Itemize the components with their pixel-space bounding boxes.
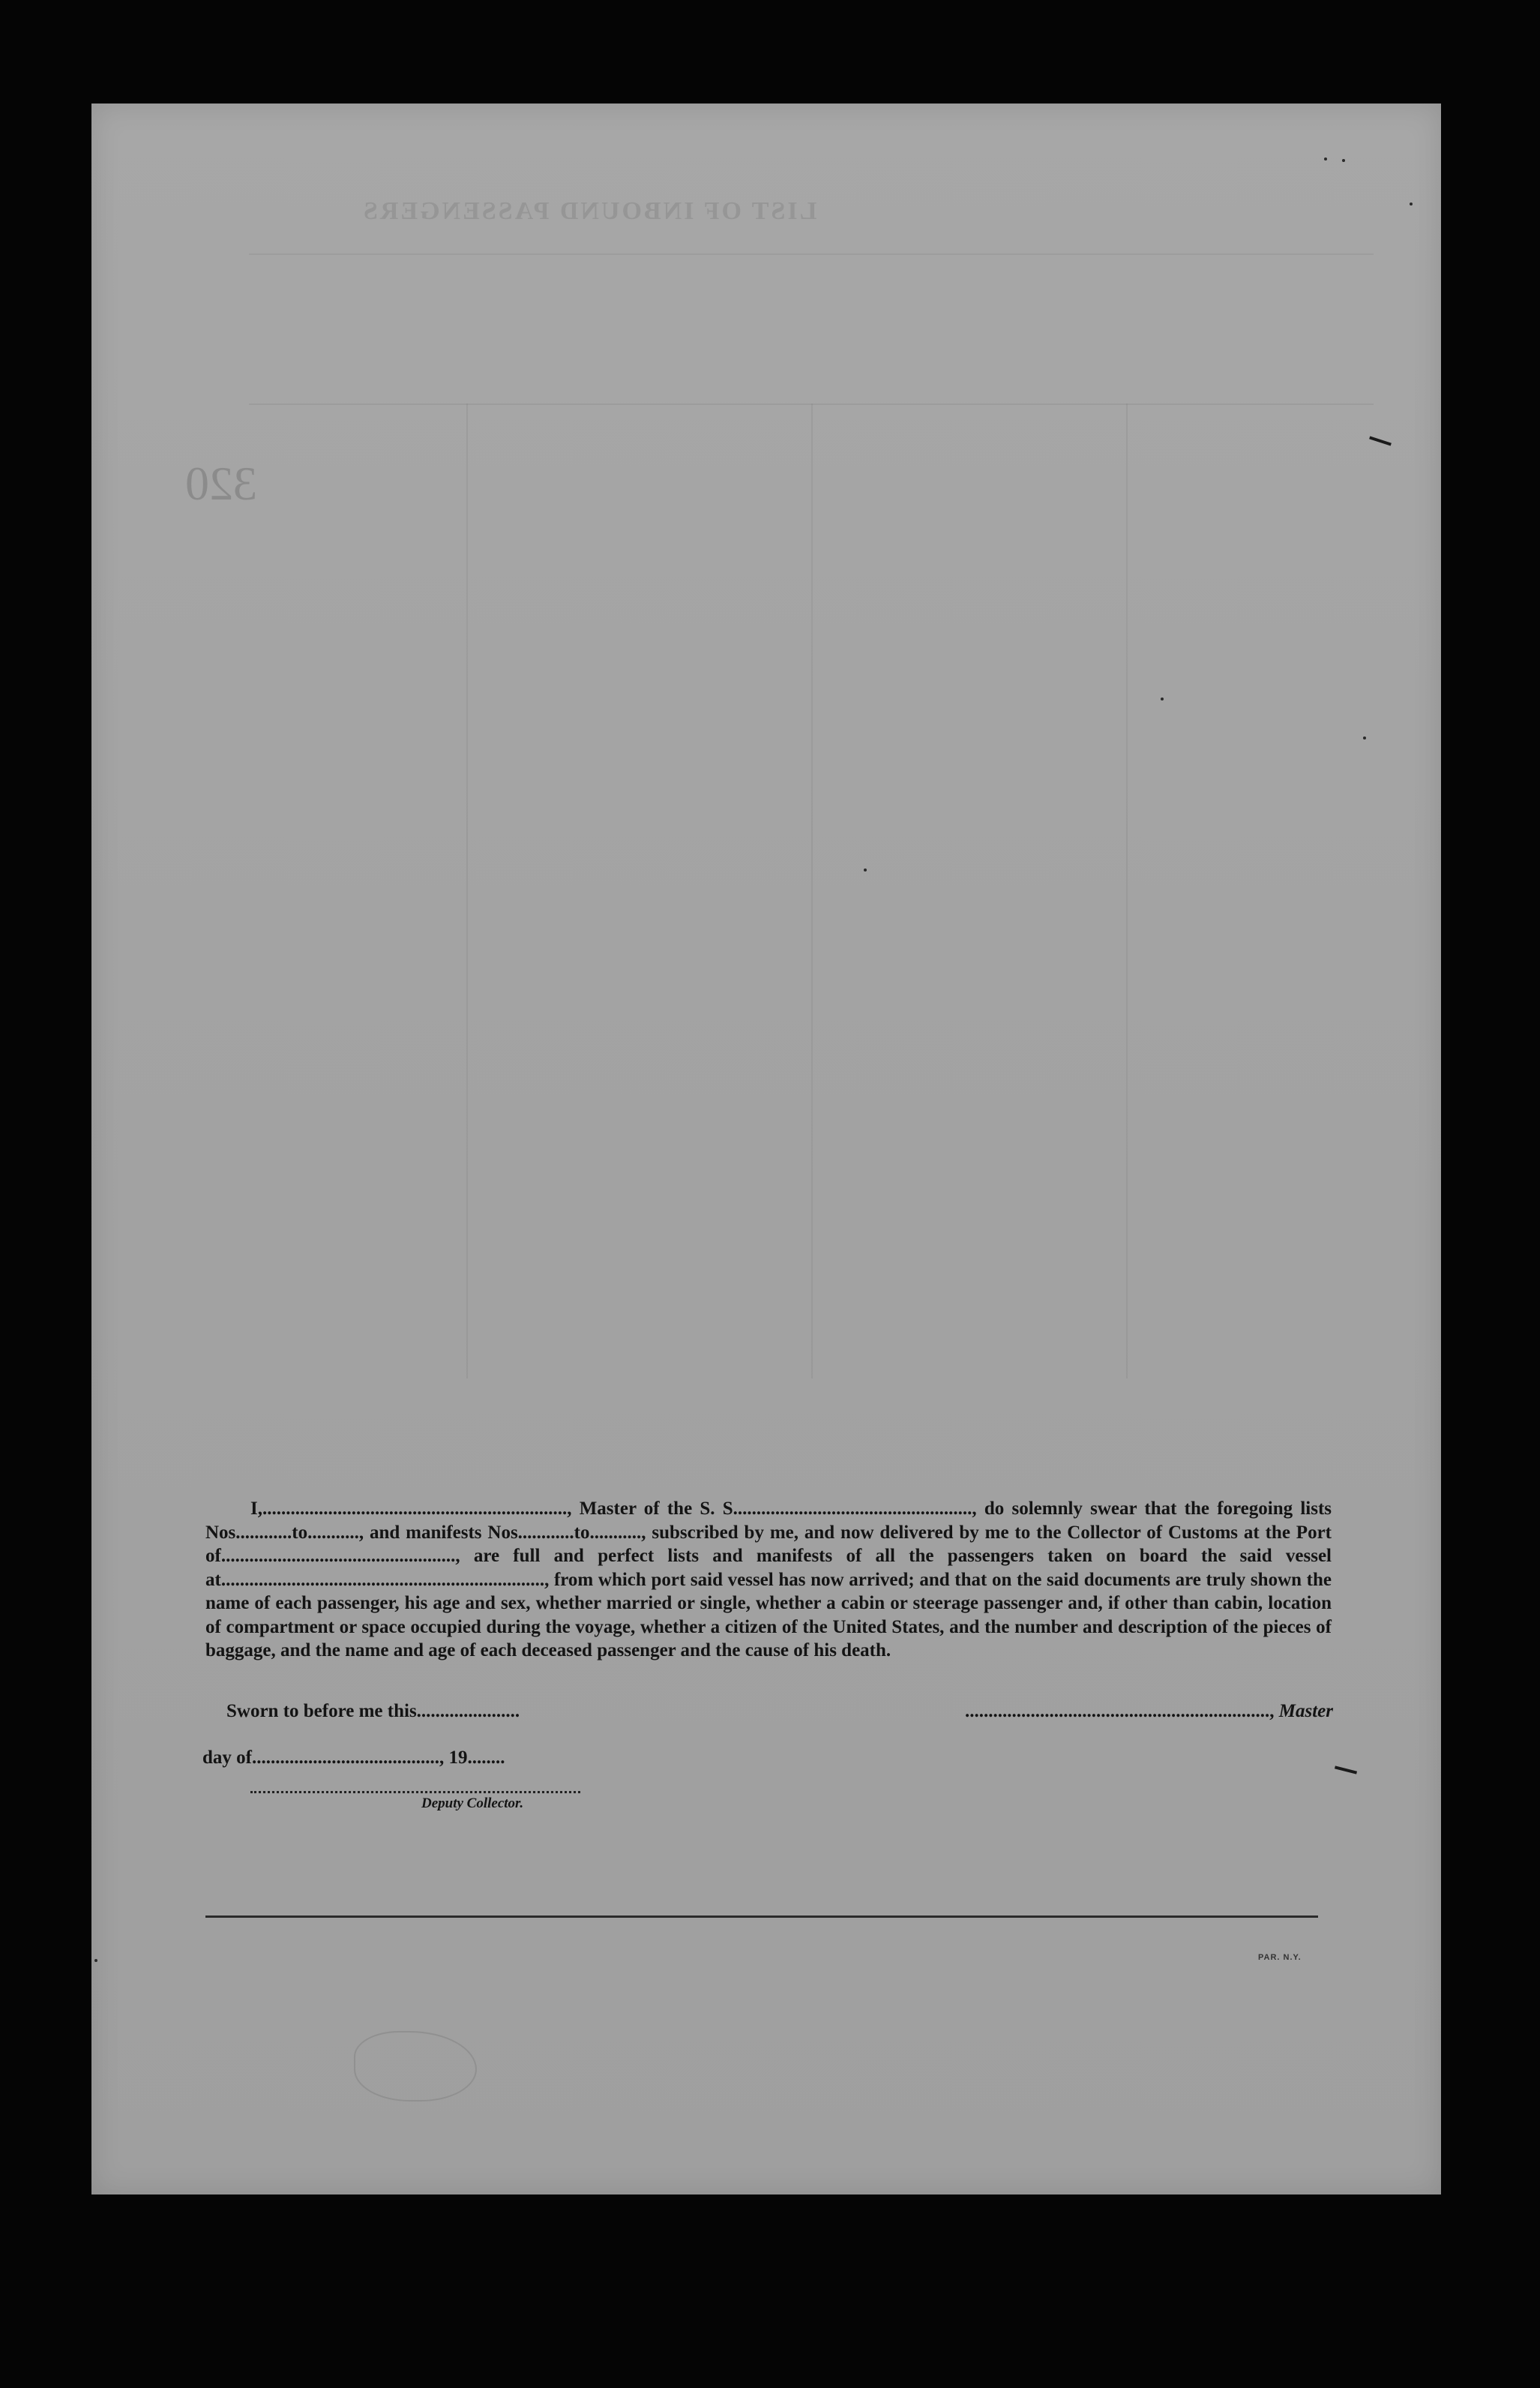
document-page xyxy=(91,104,1441,2194)
master-signature-line xyxy=(864,1701,1333,1722)
ghost-page-number: 320 xyxy=(185,457,257,510)
oath-text: I,................................................................., Master of the S. S..................................................., do solemnly swear that the foregoing lists Nos............to..........., and manifests Nos............to..........., subscribed by me, and now delivered by me to the Collector of Customs at the Port of.................................................., are full and perfect lists and manifests of all the passengers taken on board the said vessel at....................................................................., from which port said vessel has now arrived; and that on the said documents are truly shown the name of each passenger, his age and sex, whether married or single, whether a cabin or steerage passenger and, if other than cabin, location of compartment or space occupied during the voyage, whether a citizen of the United States, and the number and description of the pieces of baggage, and the name and age of each deceased passenger and the cause of his death. xyxy=(205,1498,1332,1660)
bottom-rule xyxy=(205,1916,1318,1918)
dust-speck xyxy=(1410,202,1413,206)
dust-speck xyxy=(864,868,867,872)
dust-speck xyxy=(1363,736,1366,740)
ghost-column xyxy=(1126,404,1128,1378)
master-oath-paragraph xyxy=(205,1497,1332,1663)
deputy-collector-label: Deputy Collector. xyxy=(421,1796,524,1811)
ghost-column xyxy=(811,404,813,1378)
dust-speck xyxy=(1161,698,1164,700)
sworn-line: Sworn to before me this...................... xyxy=(226,1701,520,1721)
master-label: Master xyxy=(1278,1701,1333,1721)
dust-speck xyxy=(1324,158,1327,160)
pencil-scribble xyxy=(354,2031,477,2102)
day-line: day of........................................, 19........ xyxy=(202,1748,505,1768)
printer-mark: PAR. N.Y. xyxy=(1258,1953,1302,1962)
dust-speck xyxy=(1342,159,1345,162)
ghost-column xyxy=(466,404,468,1378)
dust-speck xyxy=(94,1959,97,1962)
master-signature-dots: ................................................................., xyxy=(965,1701,1275,1721)
ghost-header-bleedthrough: LIST OF INBOUND PASSENGERS xyxy=(361,197,817,225)
deputy-signature-line xyxy=(250,1790,580,1793)
ghost-rule xyxy=(249,254,1374,255)
